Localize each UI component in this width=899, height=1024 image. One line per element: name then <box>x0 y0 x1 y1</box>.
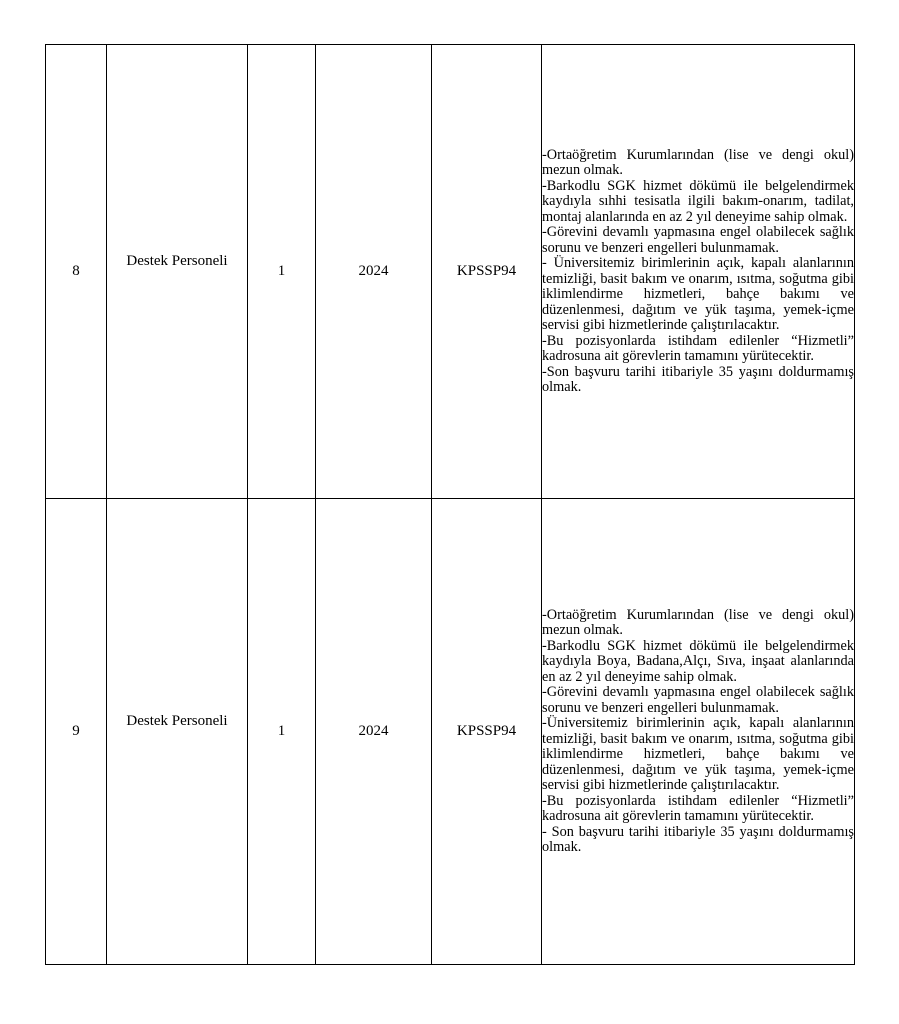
positions-table <box>45 44 855 965</box>
table-row <box>46 499 855 965</box>
requirements-cell <box>542 499 855 965</box>
requirement-item: -Görevini devamlı yapmasına engel olabilecek sağlık sorunu ve benzeri engelleri bulunmamak. <box>542 224 854 256</box>
table-row <box>46 45 855 499</box>
position-count: 1 <box>248 45 316 499</box>
position-title-cell <box>107 499 248 965</box>
position-number: 9 <box>46 499 107 965</box>
requirement-item: - Son başvuru tarihi itibariyle 35 yaşını doldurmamış olmak. <box>542 823 854 855</box>
requirement-item: -Son başvuru tarihi itibariyle 35 yaşını doldurmamış olmak. <box>542 363 854 395</box>
requirements-list <box>542 148 854 396</box>
requirements-list <box>542 608 854 856</box>
requirement-item: -Ortaöğretim Kurumlarından (lise ve dengi okul) mezun olmak. <box>542 146 854 178</box>
requirement-item: -Üniversitemiz birimlerinin açık, kapalı alanlarının temizliği, basit bakım ve onarım, ısıtma, soğutma gibi iklimlendirme hizmetleri, bahçe bakımı ve düzenlenmesi, dağıtım ve yük taşıma, yemek-içme servisi gibi hizmetlerinde çalıştırılacaktır. <box>542 715 854 793</box>
requirement-item: -Bu pozisyonlarda istihdam edilenler “Hizmetli” kadrosuna ait görevlerin tamamını yürütecektir. <box>542 792 854 824</box>
kpss-year: 2024 <box>316 499 432 965</box>
position-count: 1 <box>248 499 316 965</box>
position-number: 8 <box>46 45 107 499</box>
position-title: Destek Personeli <box>126 253 228 269</box>
requirement-item: -Ortaöğretim Kurumlarından (lise ve dengi okul) mezun olmak. <box>542 606 854 638</box>
requirement-item: -Barkodlu SGK hizmet dökümü ile belgelendirmek kaydıyla Boya, Badana,Alçı, Sıva, inşaat alanlarında en az 2 yıl deneyime sahip olmak. <box>542 637 854 685</box>
score-type: KPSSP94 <box>432 499 542 965</box>
requirement-item: -Bu pozisyonlarda istihdam edilenler “Hizmetli” kadrosuna ait görevlerin tamamını yürütecektir. <box>542 332 854 364</box>
position-title-cell <box>107 45 248 499</box>
requirement-item: -Barkodlu SGK hizmet dökümü ile belgelendirmek kaydıyla sıhhi tesisatla ilgili bakım-onarım, tadilat, montaj alanlarında en az 2 yıl deneyime sahip olmak. <box>542 177 854 225</box>
requirements-cell <box>542 45 855 499</box>
kpss-year: 2024 <box>316 45 432 499</box>
requirement-item: -Görevini devamlı yapmasına engel olabilecek sağlık sorunu ve benzeri engelleri bulunmamak. <box>542 684 854 716</box>
position-title: Destek Personeli <box>126 713 228 729</box>
score-type: KPSSP94 <box>432 45 542 499</box>
requirement-item: - Üniversitemiz birimlerinin açık, kapalı alanlarının temizliği, basit bakım ve onarım, ısıtma, soğutma gibi iklimlendirme hizmetleri, bahçe bakımı ve düzenlenmesi, dağıtım ve yük taşıma, yemek-içme servisi gibi hizmetlerinde çalıştırılacaktır. <box>542 255 854 333</box>
